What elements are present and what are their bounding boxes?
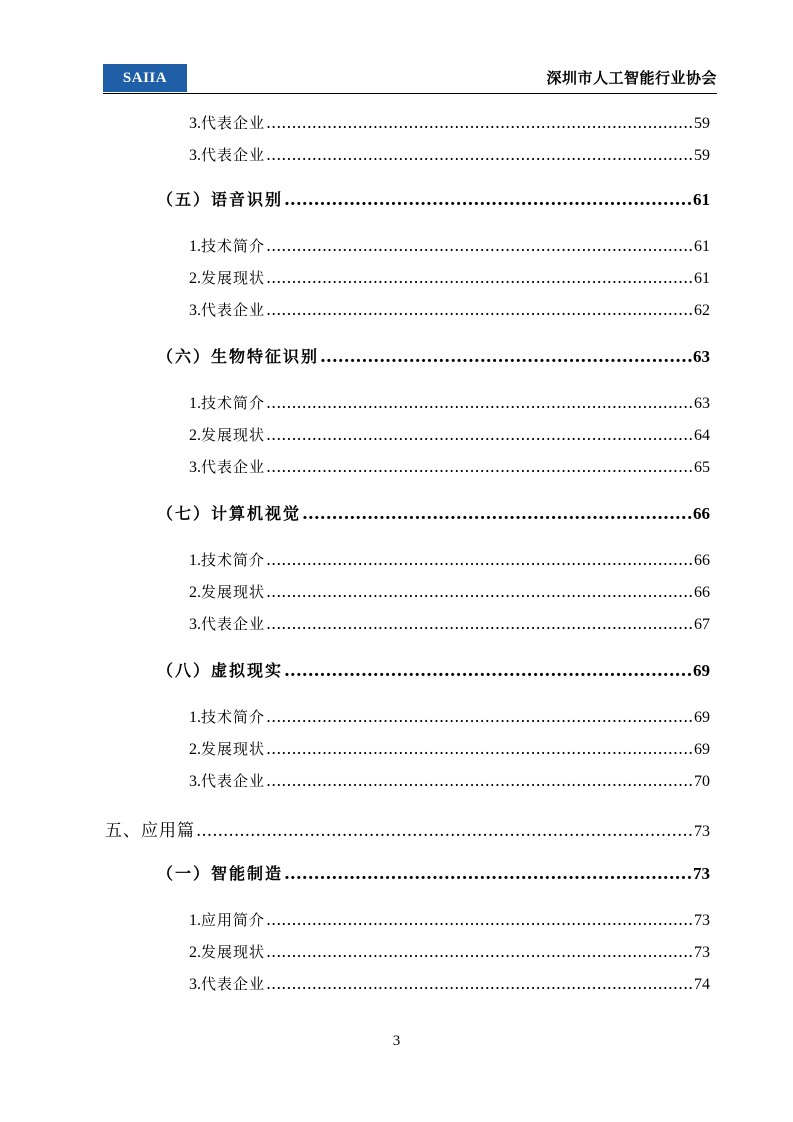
toc-entry[interactable] xyxy=(189,392,710,413)
toc-entry-page: 69 xyxy=(694,741,710,758)
toc-entry-page: 70 xyxy=(694,773,710,790)
toc-entry-number: 3. xyxy=(189,773,201,790)
toc-entry-title: 发展现状 xyxy=(201,583,266,601)
toc-section-entry[interactable] xyxy=(157,658,710,681)
toc-entry-page: 73 xyxy=(694,823,710,840)
toc-entry-page: 66 xyxy=(694,584,710,601)
toc-entry[interactable] xyxy=(189,738,710,759)
toc-entry-title: 技术简介 xyxy=(201,394,266,412)
toc-entry-title: 发展现状 xyxy=(201,426,266,444)
dot-leader xyxy=(284,190,692,210)
toc-entry[interactable] xyxy=(189,267,710,288)
dot-leader xyxy=(266,582,693,601)
toc-entry-number: 3. xyxy=(189,147,201,164)
toc-entry[interactable] xyxy=(189,299,710,320)
toc-entry-number: 1. xyxy=(189,238,201,255)
toc-entry[interactable] xyxy=(189,424,710,445)
dot-leader xyxy=(266,910,693,929)
toc-entry[interactable] xyxy=(189,549,710,570)
toc-entry[interactable] xyxy=(189,112,710,133)
toc-entry[interactable] xyxy=(189,941,710,962)
dot-leader xyxy=(284,864,692,884)
toc-entry-title: 发展现状 xyxy=(201,269,266,287)
toc-entry-page: 63 xyxy=(694,395,710,412)
dot-leader xyxy=(266,771,693,790)
dot-leader xyxy=(266,425,693,444)
toc-entry-number: 2. xyxy=(189,584,201,601)
toc-entry-number: 3. xyxy=(189,302,201,319)
toc-section-entry[interactable] xyxy=(157,344,710,367)
toc-section-title: （一）智能制造 xyxy=(157,864,284,883)
page-number: 3 xyxy=(392,1033,401,1049)
toc-entry-title: 技术简介 xyxy=(201,551,266,569)
toc-entry-number: 2. xyxy=(189,427,201,444)
toc-entry-page: 61 xyxy=(693,190,710,209)
toc-entry-title: 发展现状 xyxy=(201,740,266,758)
toc-entry-title: 技术简介 xyxy=(201,708,266,726)
toc-entry-number: 3. xyxy=(189,115,201,132)
toc-entry[interactable] xyxy=(189,973,710,994)
dot-leader xyxy=(320,347,692,367)
toc-chapter-entry[interactable] xyxy=(105,816,710,841)
toc-entry-title: 代表企业 xyxy=(201,301,266,319)
toc-entry-number: 2. xyxy=(189,270,201,287)
toc-entry-page: 65 xyxy=(694,459,710,476)
toc-section-title: （五）语音识别 xyxy=(157,190,284,209)
dot-leader xyxy=(266,739,693,758)
toc-entry-number: 3. xyxy=(189,616,201,633)
toc-entry-page: 73 xyxy=(694,944,710,961)
toc-entry-page: 61 xyxy=(694,238,710,255)
toc-section-entry[interactable] xyxy=(157,187,710,210)
toc-entry-title: 代表企业 xyxy=(201,458,266,476)
toc-entry-title: 技术简介 xyxy=(201,237,266,255)
toc-entry[interactable] xyxy=(189,770,710,791)
toc-entry-number: 2. xyxy=(189,944,201,961)
dot-leader xyxy=(266,145,693,164)
toc-entry-page: 73 xyxy=(694,912,710,929)
dot-leader xyxy=(266,268,693,287)
toc-section-entry[interactable] xyxy=(157,861,710,884)
toc-entry-page: 69 xyxy=(694,709,710,726)
toc-entry-page: 61 xyxy=(694,270,710,287)
toc-section-title: （六）生物特征识别 xyxy=(157,347,320,366)
toc-entry-page: 74 xyxy=(694,976,710,993)
dot-leader xyxy=(266,300,693,319)
dot-leader xyxy=(266,457,693,476)
toc-entry-page: 67 xyxy=(694,616,710,633)
toc-entry-number: 3. xyxy=(189,976,201,993)
toc-entry-title: 代表企业 xyxy=(201,615,266,633)
dot-leader xyxy=(266,707,693,726)
toc-entry[interactable] xyxy=(189,144,710,165)
toc-entry-number: 2. xyxy=(189,741,201,758)
toc-entry-title: 应用简介 xyxy=(201,911,266,929)
toc-entry[interactable] xyxy=(189,613,710,634)
saiia-logo: SAIIA xyxy=(103,64,187,92)
toc-entry-number: 1. xyxy=(189,709,201,726)
toc-entry-page: 62 xyxy=(694,302,710,319)
dot-leader xyxy=(302,504,692,524)
toc-entry-page: 66 xyxy=(694,552,710,569)
toc-entry-page: 63 xyxy=(693,347,710,366)
toc-entry-page: 73 xyxy=(693,864,710,883)
toc-entry[interactable] xyxy=(189,456,710,477)
toc-entry[interactable] xyxy=(189,909,710,930)
toc-entry[interactable] xyxy=(189,706,710,727)
dot-leader xyxy=(266,550,693,569)
toc-entry-number: 1. xyxy=(189,395,201,412)
toc-entry-title: 代表企业 xyxy=(201,114,266,132)
toc-entry[interactable] xyxy=(189,235,710,256)
toc-entry-page: 59 xyxy=(694,115,710,132)
toc-entry-number: 1. xyxy=(189,552,201,569)
toc-section-entry[interactable] xyxy=(157,501,710,524)
toc-chapter-title: 五、应用篇 xyxy=(105,821,195,841)
toc-entry-page: 59 xyxy=(694,147,710,164)
toc-entry-page: 69 xyxy=(693,661,710,680)
dot-leader xyxy=(266,113,693,132)
dot-leader xyxy=(266,236,693,255)
toc-entry-title: 代表企业 xyxy=(201,146,266,164)
dot-leader xyxy=(266,614,693,633)
toc-entry[interactable] xyxy=(189,581,710,602)
dot-leader xyxy=(266,942,693,961)
toc-entry-page: 66 xyxy=(693,504,710,523)
toc-entry-page: 64 xyxy=(694,427,710,444)
toc-entry-title: 代表企业 xyxy=(201,772,266,790)
toc-entry-title: 代表企业 xyxy=(201,975,266,993)
dot-leader xyxy=(266,974,693,993)
dot-leader xyxy=(284,661,692,681)
organization-name: 深圳市人工智能行业协会 xyxy=(546,69,717,87)
dot-leader xyxy=(266,393,693,412)
toc-entry-title: 发展现状 xyxy=(201,943,266,961)
toc-entry-number: 3. xyxy=(189,459,201,476)
toc-section-title: （八）虚拟现实 xyxy=(157,661,284,680)
toc-entry-number: 1. xyxy=(189,912,201,929)
toc-section-title: （七）计算机视觉 xyxy=(157,504,302,523)
dot-leader xyxy=(196,821,693,841)
